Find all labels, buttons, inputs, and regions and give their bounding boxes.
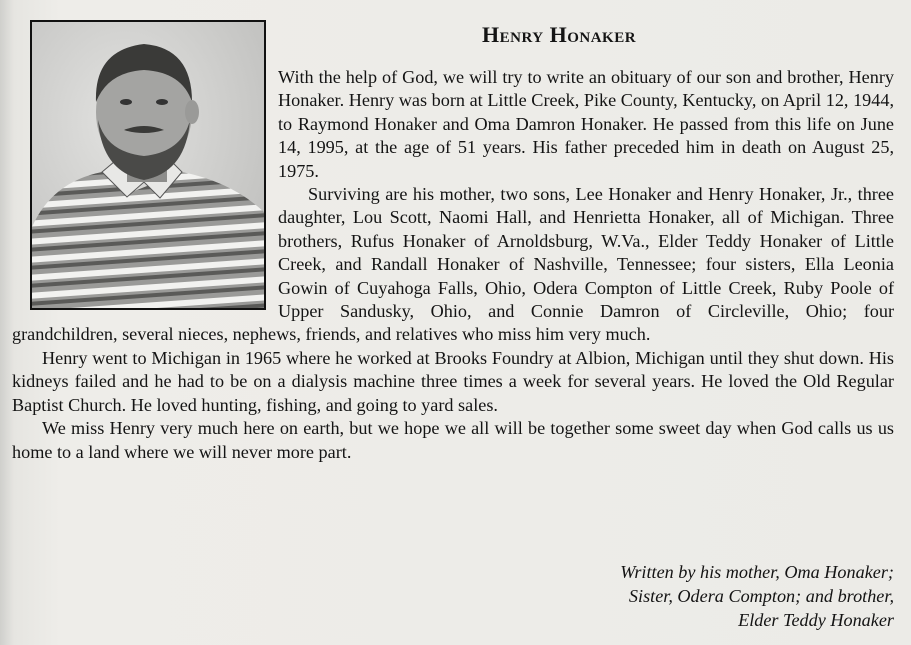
photo-wrap-spacer: [12, 66, 278, 322]
signature-line: Sister, Odera Compton; and brother,: [628, 586, 894, 606]
paragraph-life: Henry went to Michigan in 1965 where he worked at Brooks Foundry at Albion, Michigan until they shut down. His kidneys failed and he had to be on a dialysis machine three times a week for several years. He loved the Old Regular Baptist Church. He loved hunting, fishing, and going to yard sales.: [12, 347, 894, 415]
obituary-body: [12, 66, 894, 464]
signature-line: Written by his mother, Oma Honaker;: [620, 562, 894, 582]
signature-block: [494, 560, 894, 632]
paragraph-survivors: Surviving are his mother, two sons, Lee Honaker and Henry Honaker, Jr., three daughter, Lou Scott, Naomi Hall, and Henrietta Honaker, all of Michigan. Three brothers, Rufus Honaker of Arnoldsburg, W.Va., Elder Teddy Honaker of Little Creek, and Randall Honaker of Nashville, Tennessee; four sisters, Ella Leonia Gowin of Cuyahoga Falls, Ohio, Odera Compton of Little Creek, Ruby Poole of Upper Sandusky, Ohio, and Connie Damron of Circleville, Ohio; four grandchildren, several nieces, nephews, friends, and relatives who miss him very much.: [12, 184, 894, 345]
signature-line: Elder Teddy Honaker: [738, 610, 894, 630]
obituary-title: Henry Honaker: [482, 22, 637, 47]
paragraph-closing: We miss Henry very much here on earth, but we hope we all will be together some sweet day when God calls us us home to a land where we will never more part.: [12, 418, 894, 462]
paragraph-birth: With the help of God, we will try to write an obituary of our son and brother, Henry Honaker. Henry was born at Little Creek, Pike County, Kentucky, on April 12, 1944, to Raymond Honaker and Oma Damron Honaker. He passed from this life on June 14, 1995, at the age of 51 years. His father preceded him in death on August 25, 1975.: [278, 67, 894, 181]
